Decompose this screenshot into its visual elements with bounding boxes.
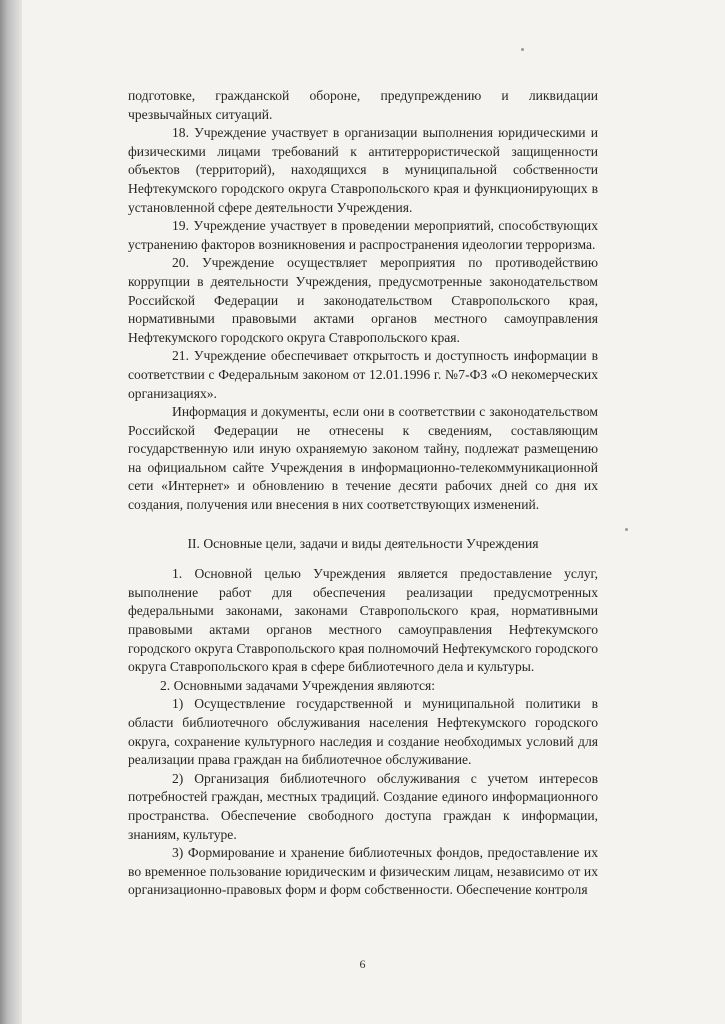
- paragraph-18: 18. Учреждение участвует в организации выполнения юридическими и физическими лицами требований к антитеррористической защищенности объектов (территорий), находящихся в муниципальной собственности Нефтекумского городского округа Ставропольского края и функционирующих в установленной сфере деятельности Учреждения.: [128, 125, 598, 215]
- scan-edge-shadow: [0, 0, 22, 1024]
- paragraph-21: 21. Учреждение обеспечивает открытость и доступность информации в соответствии с Федеральным законом от 12.01.1996 г. №7-ФЗ «О некомерческих организациях».: [128, 348, 598, 401]
- task-1: 1) Осуществление государственной и муниципальной политики в области библиотечного обслуживания населения Нефтекумского городского округа, сохранение культурного наследия и создание необходимых условий для реализации права граждан на библиотечное обслуживание.: [128, 696, 598, 768]
- paragraph-19: 19. Учреждение участвует в проведении мероприятий, способствующих устранению факторов возникновения и распространения идеологии терроризма.: [128, 218, 598, 252]
- scan-speck: [625, 528, 628, 531]
- task-3: 3) Формирование и хранение библиотечных фондов, предоставление их во временное пользование юридическим и физическим лицам, независимо от их организационно-правовых форм и форм собственности. Обеспечение контроля: [128, 845, 598, 898]
- task-2: 2) Организация библиотечного обслуживания с учетом интересов потребностей граждан, местных традиций. Создание единого информационного пространства. Обеспечение свободного доступа граждан к информации, знаниям, культуре.: [128, 770, 598, 842]
- section-paragraph-1: 1. Основной целью Учреждения является предоставление услуг, выполнение работ для обеспечения реализации предусмотренных федеральными законами, законами Ставропольского края, нормативными правовыми актами органов местного самоуправления Нефтекумского городского округа Ставропольского края полномочий Нефтекумского городского округа Ставропольского края в сфере библиотечного дела и культуры.: [128, 566, 598, 675]
- section-heading: II. Основные цели, задачи и виды деятельности Учреждения: [187, 535, 539, 551]
- document-body: [128, 87, 598, 900]
- section-paragraph-2: 2. Основными задачами Учреждения являются:: [160, 677, 436, 693]
- paragraph-information: Информация и документы, если они в соответствии с законодательством Российской Федерации не отнесены к сведениям, составляющим государственную или иную охраняемую законом тайну, подлежат размещению на официальном сайте Учреждения в информационно-телекоммуникационной сети «Интернет» и обновлению в течение десяти рабочих дней со дня их создания, получения или внесения в них соответствующих изменений.: [128, 404, 598, 513]
- paragraph-20: 20. Учреждение осуществляет мероприятия по противодействию коррупции в деятельности Учреждения, предусмотренные законодательством Российской Федерации и законодательством Ставропольского края, нормативными правовыми актами органов местного самоуправления Нефтекумского городского округа Ставропольского края.: [128, 255, 598, 345]
- page-number: 6: [359, 957, 366, 971]
- paragraph-continuation: подготовке, гражданской обороне, предупреждению и ликвидации чрезвычайных ситуаций.: [128, 88, 598, 122]
- scan-speck: [521, 48, 524, 51]
